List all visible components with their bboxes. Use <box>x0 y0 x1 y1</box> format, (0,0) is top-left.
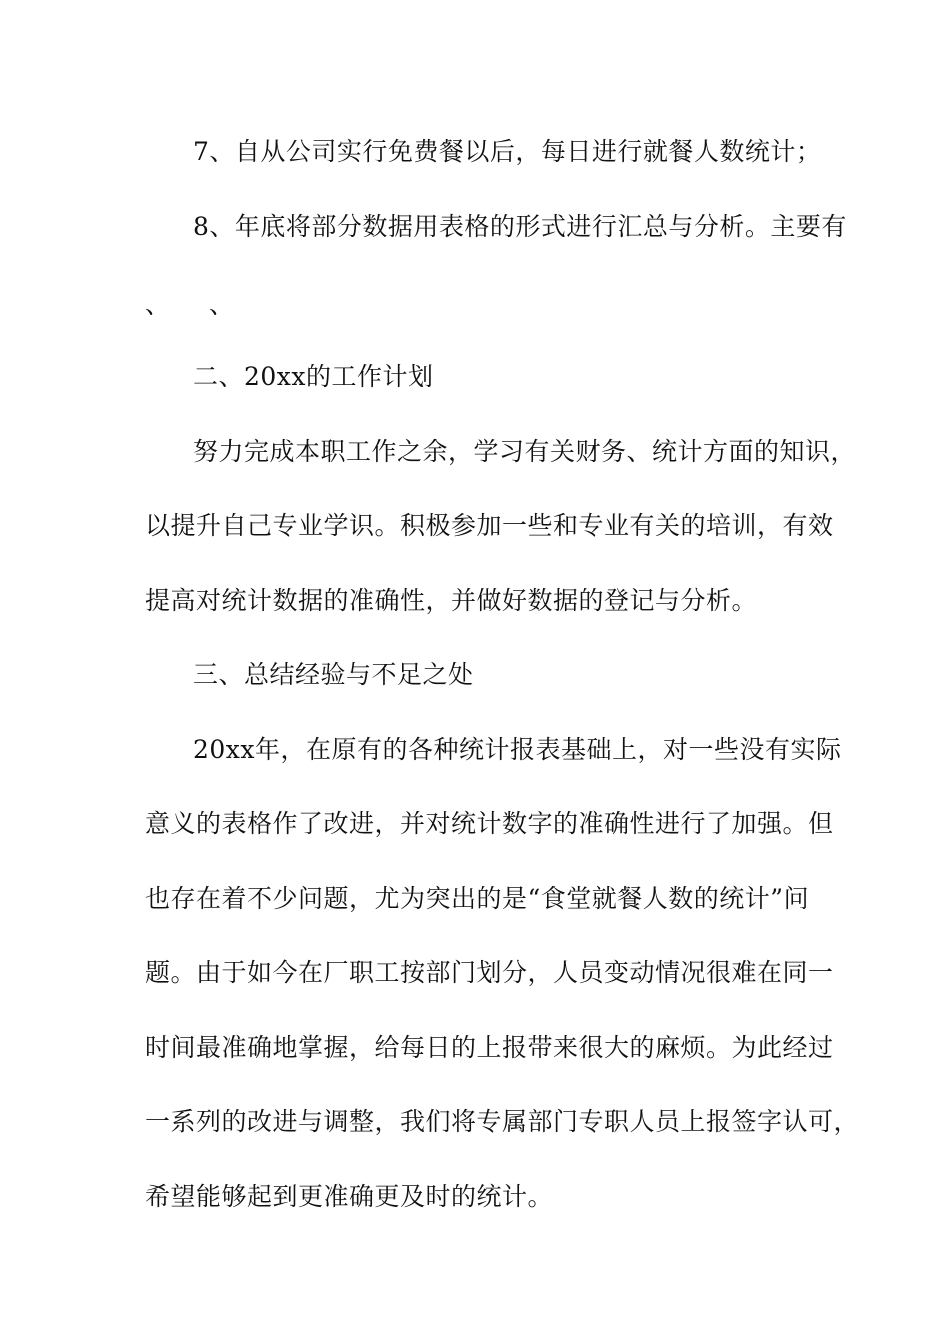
paragraph-line-item-8: 8、年底将部分数据用表格的形式进行汇总与分析。主要有 <box>193 212 847 241</box>
section-heading-summary: 三、总结经验与不足之处 <box>193 660 474 689</box>
section-heading-work-plan: 二、20xx的工作计划 <box>193 362 434 391</box>
paragraph-line: 题。由于如今在厂职工按部门划分，人员变动情况很难在同一 <box>145 958 834 987</box>
paragraph-line: 时间最准确地掌握，给每日的上报带来很大的麻烦。为此经过 <box>145 1033 834 1062</box>
paragraph-line: 努力完成本职工作之余，学习有关财务、统计方面的知识， <box>193 437 857 466</box>
paragraph-line: 意义的表格作了改进，并对统计数字的准确性进行了加强。但 <box>145 809 834 838</box>
paragraph-line: 希望能够起到更准确更及时的统计。 <box>145 1182 554 1211</box>
paragraph-line: 20xx年，在原有的各种统计报表基础上，对一些没有实际 <box>193 735 842 764</box>
paragraph-line: 提高对统计数据的准确性，并做好数据的登记与分析。 <box>145 586 758 615</box>
paragraph-line: 一系列的改进与调整，我们将专属部门专职人员上报签字认可， <box>145 1107 860 1136</box>
paragraph-line: 以提升自己专业学识。积极参加一些和专业有关的培训，有效 <box>145 511 834 540</box>
paragraph-line-separators: 、 、 <box>145 290 235 319</box>
paragraph-line: 也存在着不少问题，尤为突出的是“食堂就餐人数的统计”问 <box>145 884 810 913</box>
paragraph-line-item-7: 7、自从公司实行免费餐以后，每日进行就餐人数统计； <box>193 137 822 166</box>
